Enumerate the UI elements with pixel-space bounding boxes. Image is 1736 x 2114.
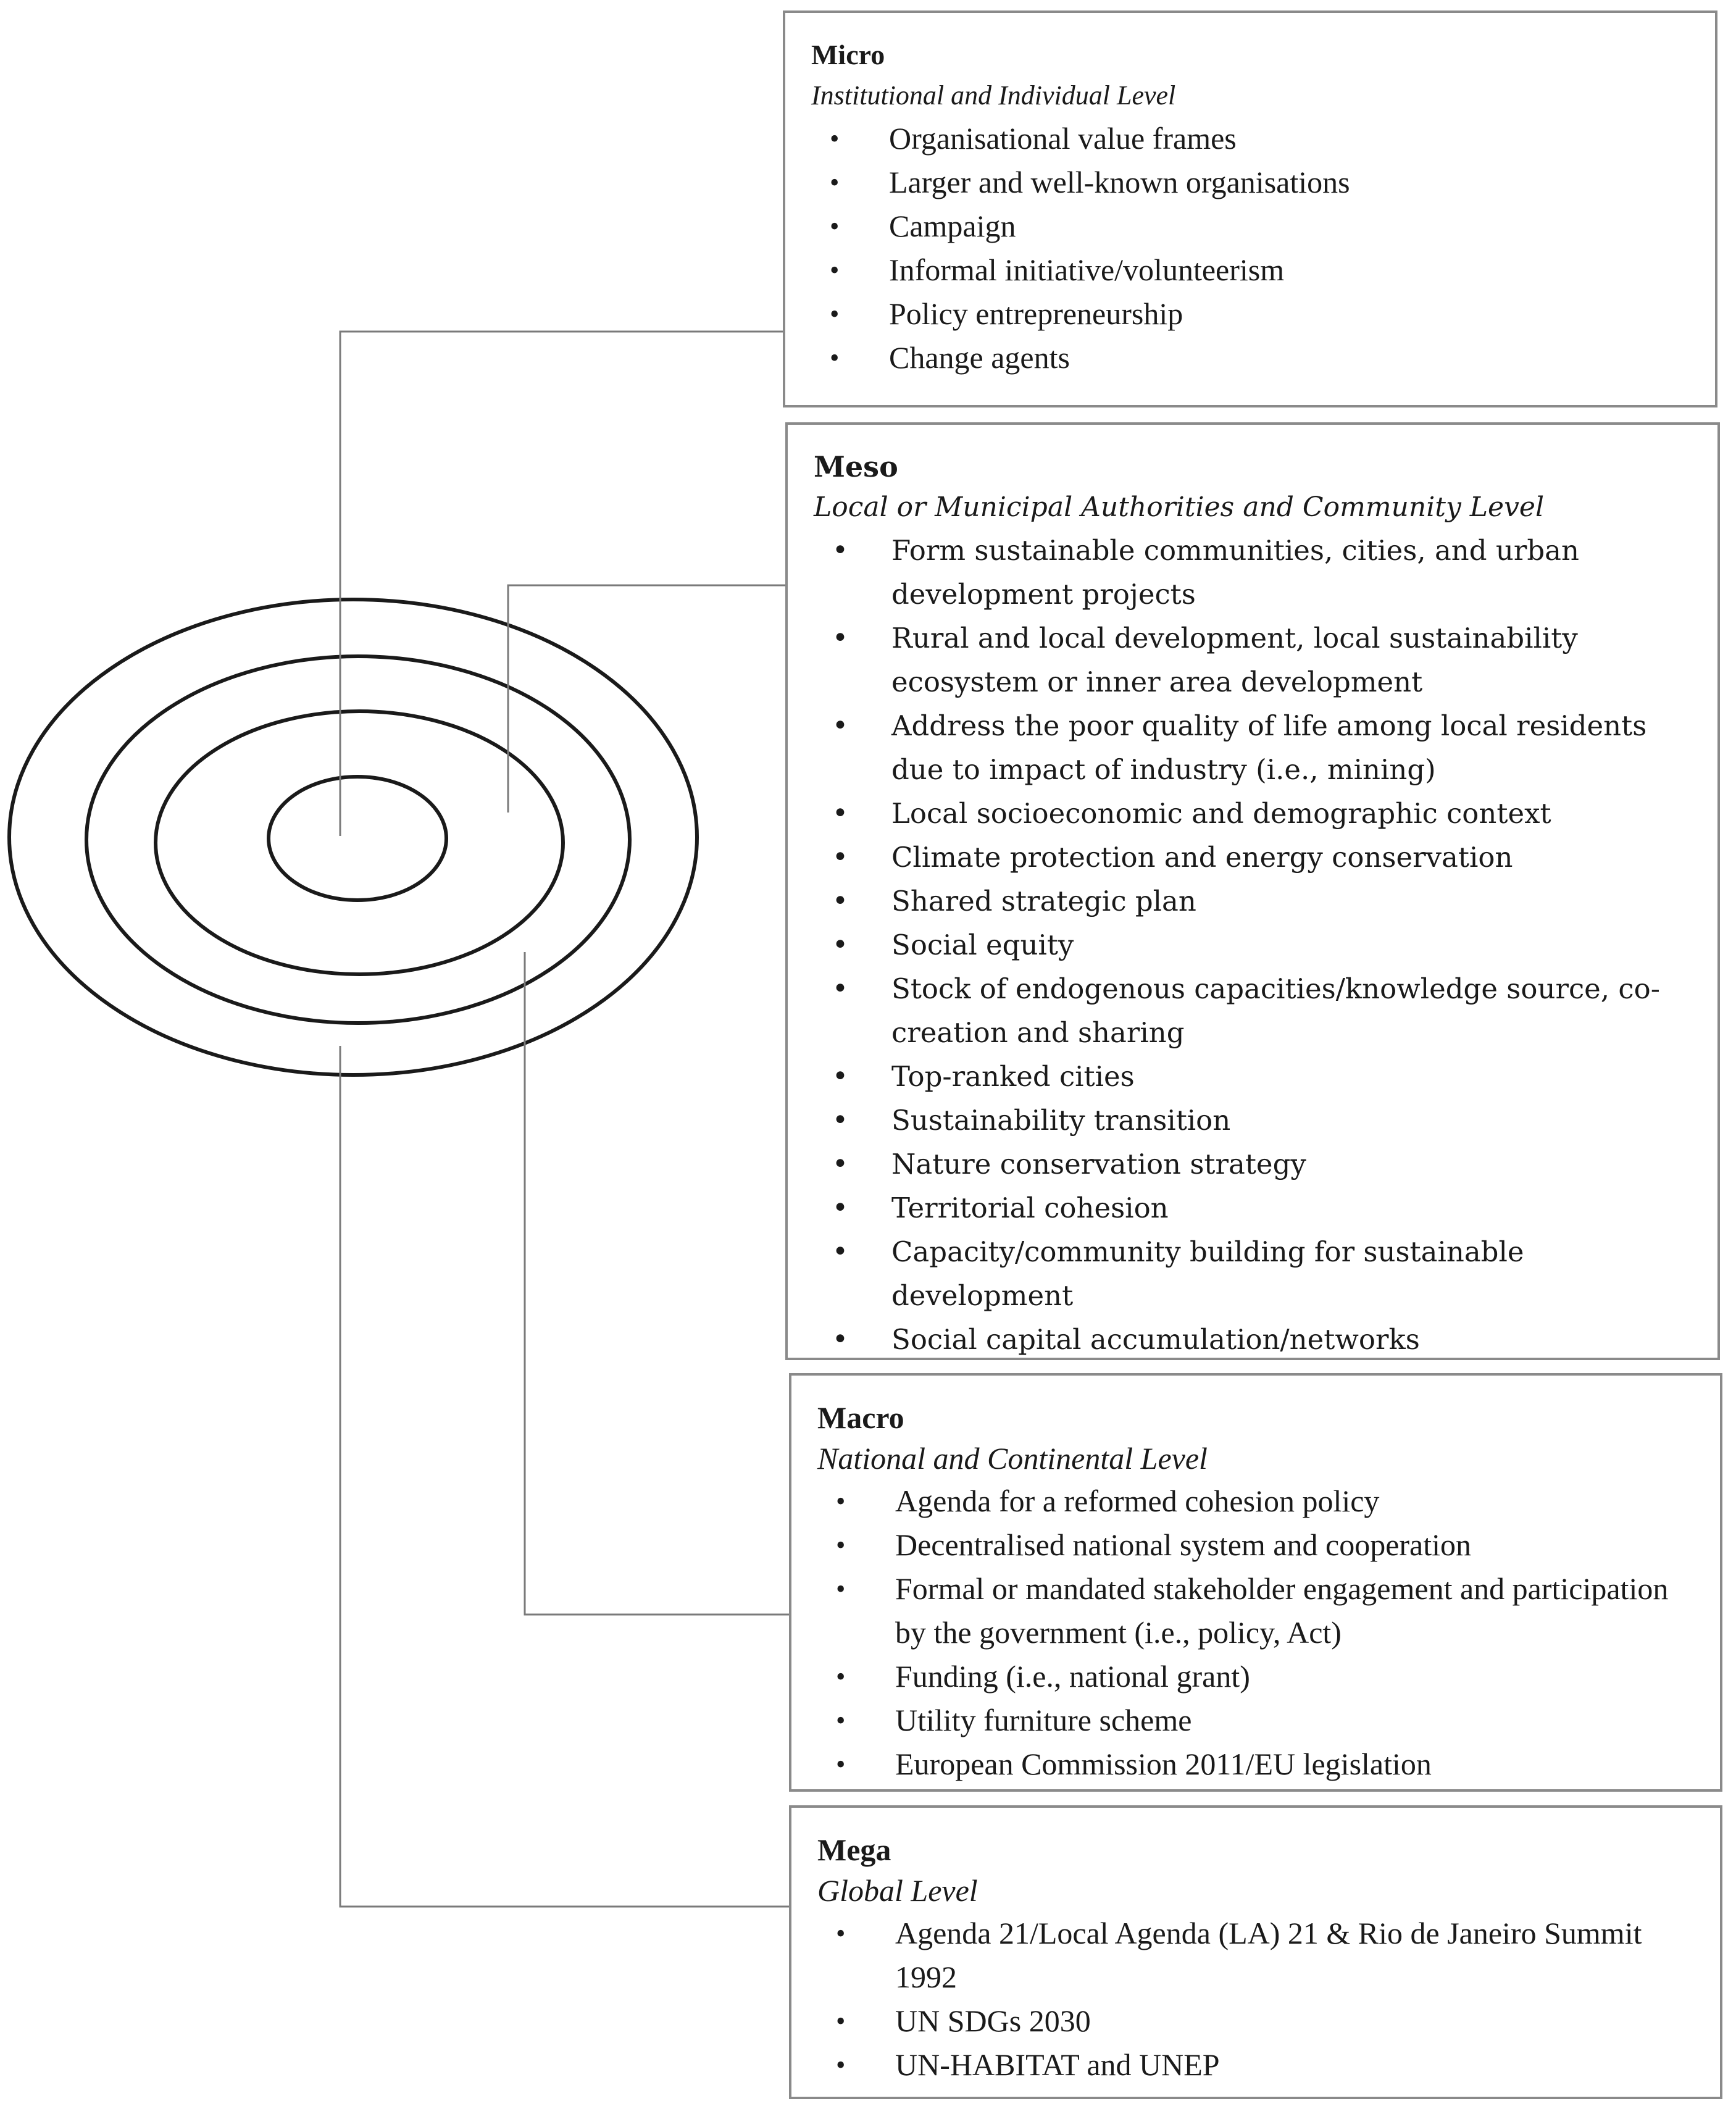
bullet-icon: • — [836, 2006, 846, 2036]
level-subtitle: Local or Municipal Authorities and Community Level — [814, 491, 1545, 523]
list-item-text: Decentralised national system and cooperation — [895, 1527, 1472, 1562]
list-item-text: European Commission 2011/EU legislation — [895, 1747, 1432, 1781]
level-box-meso — [785, 422, 1720, 1360]
bullet-icon: • — [836, 1530, 846, 1560]
list-item-text: Utility furniture scheme — [895, 1703, 1192, 1737]
list-item — [817, 1655, 1695, 1698]
bullet-icon: • — [830, 123, 840, 154]
list-item — [811, 117, 1690, 161]
list-item-text: Territorial cohesion — [891, 1192, 1169, 1224]
list-item-text: Change agents — [889, 340, 1070, 375]
list-item — [817, 1742, 1695, 1786]
level-title: Mega — [817, 1832, 891, 1867]
list-item-text: Agenda 21/Local Agenda (LA) 21 & Rio de Janeiro Summit 1992 — [895, 1916, 1642, 1994]
list-item — [814, 879, 1693, 923]
list-item — [814, 1098, 1693, 1142]
list-item-text: Social equity — [891, 929, 1074, 961]
list-item-text: UN SDGs 2030 — [895, 2003, 1091, 2038]
list-item-text: Shared strategic plan — [891, 885, 1196, 917]
bullet-icon: • — [832, 1061, 848, 1092]
list-item — [814, 616, 1693, 704]
bullet-icon: • — [836, 1661, 846, 1692]
list-item — [817, 1999, 1695, 2043]
list-item-text: Top-ranked cities — [891, 1060, 1135, 1093]
list-item — [817, 1698, 1695, 1742]
list-item-text: Stock of endogenous capacities/knowledge source, co-creation and sharing — [891, 972, 1660, 1049]
ring-mega — [9, 600, 697, 1075]
connector-macro — [525, 952, 789, 1615]
connector-micro — [340, 332, 783, 836]
level-subtitle: Institutional and Individual Level — [811, 80, 1176, 111]
level-items — [817, 1479, 1695, 1786]
bullet-icon: • — [832, 535, 848, 566]
bullet-icon: • — [832, 798, 848, 829]
list-item — [811, 292, 1690, 336]
list-item — [814, 1055, 1693, 1098]
list-item — [817, 1567, 1695, 1655]
list-item-text: Agenda for a reformed cohesion policy — [895, 1484, 1380, 1518]
bullet-icon: • — [832, 1324, 848, 1355]
bullet-icon: • — [832, 1236, 848, 1268]
bullet-icon: • — [832, 929, 848, 961]
list-item-text: Sustainability transition — [891, 1104, 1231, 1137]
bullet-icon: • — [832, 622, 848, 654]
bullet-icon: • — [836, 1705, 846, 1736]
bullet-icon: • — [830, 255, 840, 285]
list-item — [814, 704, 1693, 792]
list-item-text: Climate protection and energy conservation — [891, 841, 1513, 874]
list-item — [814, 1186, 1693, 1230]
list-item — [811, 336, 1690, 380]
bullet-icon: • — [830, 299, 840, 329]
bullet-icon: • — [836, 2050, 846, 2080]
list-item-text: Funding (i.e., national grant) — [895, 1659, 1250, 1694]
list-item-text: Address the poor quality of life among local residents due to impact of industry (i.e., mining) — [891, 709, 1647, 786]
bullet-icon: • — [832, 1148, 848, 1180]
list-item-text: Informal initiative/volunteerism — [889, 253, 1285, 287]
list-item-text: Social capital accumulation/networks — [891, 1323, 1420, 1356]
list-item-text: Capacity/community building for sustainable development — [891, 1235, 1524, 1312]
level-subtitle: National and Continental Level — [817, 1441, 1208, 1476]
level-items — [811, 117, 1690, 380]
level-box-mega — [789, 1805, 1722, 2099]
bullet-icon: • — [830, 343, 840, 373]
list-item — [814, 1318, 1693, 1361]
list-item-text: Form sustainable communities, cities, and urban development projects — [891, 534, 1579, 611]
list-item — [814, 835, 1693, 879]
level-subtitle: Global Level — [817, 1873, 978, 1908]
bullet-icon: • — [836, 1574, 846, 1604]
list-item-text: Rural and local development, local sustainability ecosystem or inner area development — [891, 622, 1578, 698]
list-item-text: Campaign — [889, 209, 1016, 243]
list-item — [814, 528, 1693, 616]
connector-mega — [340, 1046, 789, 1907]
list-item-text: Local socioeconomic and demographic context — [891, 797, 1551, 830]
list-item-text: Larger and well-known organisations — [889, 165, 1350, 199]
list-item — [811, 161, 1690, 204]
list-item-text: UN-HABITAT and UNEP — [895, 2047, 1220, 2082]
list-item — [814, 967, 1693, 1055]
list-item-text: Organisational value frames — [889, 121, 1237, 156]
bullet-icon: • — [836, 1486, 846, 1516]
list-item — [817, 1479, 1695, 1523]
bullet-icon: • — [832, 842, 848, 873]
list-item — [814, 1142, 1693, 1186]
bullet-icon: • — [832, 973, 848, 1005]
bullet-icon: • — [836, 1918, 846, 1949]
list-item — [817, 2043, 1695, 2087]
level-box-micro — [783, 10, 1717, 407]
ring-meso — [156, 711, 563, 974]
bullet-icon: • — [830, 211, 840, 241]
bullet-icon: • — [836, 1749, 846, 1779]
list-item — [814, 1230, 1693, 1318]
list-item-text: Nature conservation strategy — [891, 1148, 1306, 1180]
level-items — [814, 528, 1693, 1361]
level-box-macro — [789, 1373, 1722, 1792]
list-item — [814, 792, 1693, 835]
list-item — [811, 204, 1690, 248]
list-item-text: Formal or mandated stakeholder engagement and participation by the government (i.e., policy, Act) — [895, 1571, 1669, 1650]
bullet-icon: • — [832, 1192, 848, 1224]
level-title: Macro — [817, 1400, 904, 1435]
bullet-icon: • — [832, 1105, 848, 1136]
bullet-icon: • — [832, 710, 848, 742]
level-title: Micro — [811, 39, 885, 70]
level-items — [817, 1911, 1695, 2087]
list-item — [811, 248, 1690, 292]
list-item — [817, 1523, 1695, 1567]
list-item — [817, 1911, 1695, 1999]
list-item — [814, 923, 1693, 967]
ring-micro — [269, 777, 446, 900]
list-item-text: Policy entrepreneurship — [889, 296, 1183, 331]
bullet-icon: • — [830, 167, 840, 198]
bullet-icon: • — [832, 885, 848, 917]
connector-meso — [508, 585, 785, 813]
level-title: Meso — [814, 450, 898, 483]
